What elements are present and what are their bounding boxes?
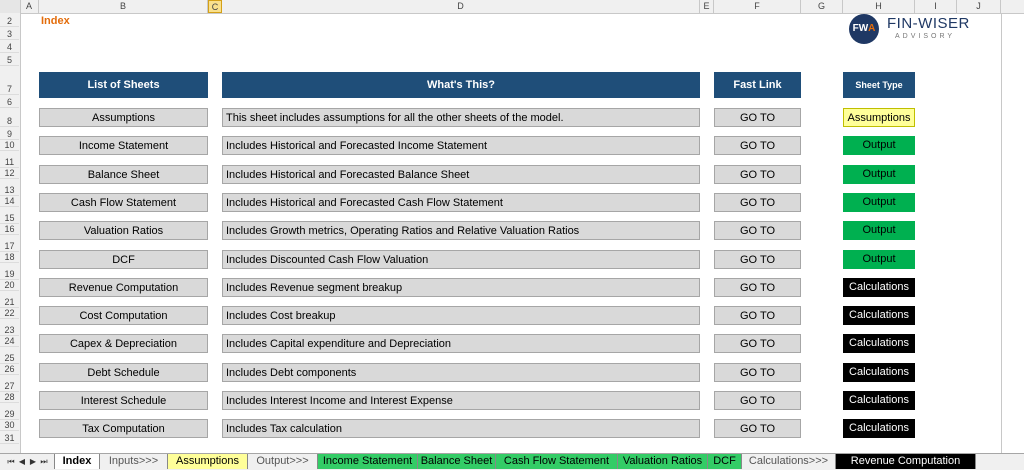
sheet-description-cell[interactable]: Includes Cost breakup bbox=[222, 306, 700, 325]
first-sheet-icon[interactable]: ⏮ bbox=[7, 457, 15, 466]
sheet-tab-inputs[interactable]: Inputs>>> bbox=[100, 454, 168, 469]
sheet-description-cell[interactable]: Includes Debt components bbox=[222, 363, 700, 382]
sheet-type-badge[interactable]: Assumptions bbox=[843, 108, 915, 127]
sheet-name-cell[interactable]: Balance Sheet bbox=[39, 165, 208, 184]
last-sheet-icon[interactable]: ⏭ bbox=[40, 457, 48, 466]
go-to-link[interactable]: GO TO bbox=[714, 363, 801, 382]
column-header-c[interactable]: C bbox=[208, 0, 222, 13]
row-header-31[interactable]: 31 bbox=[0, 433, 19, 444]
row-header-20[interactable]: 20 bbox=[0, 280, 19, 291]
column-header-i[interactable]: I bbox=[915, 0, 957, 13]
sheet-name-cell[interactable]: Valuation Ratios bbox=[39, 221, 208, 240]
row-header-5[interactable]: 5 bbox=[0, 55, 19, 66]
sheet-name-cell[interactable]: Debt Schedule bbox=[39, 363, 208, 382]
row-header-21[interactable]: 21 bbox=[0, 297, 19, 308]
header-whats-this: What's This? bbox=[222, 72, 700, 98]
go-to-link[interactable]: GO TO bbox=[714, 136, 801, 155]
sheet-description-cell[interactable]: Includes Growth metrics, Operating Ratios and Relative Valuation Ratios bbox=[222, 221, 700, 240]
sheet-name-cell[interactable]: DCF bbox=[39, 250, 208, 269]
column-header-h[interactable]: H bbox=[843, 0, 915, 13]
sheet-type-badge[interactable]: Calculations bbox=[843, 334, 915, 353]
page-title: Index bbox=[41, 15, 70, 27]
header-sheet-type: Sheet Type bbox=[843, 72, 915, 98]
header-list-of-sheets: List of Sheets bbox=[39, 72, 208, 98]
sheet-tab-revenue-computation[interactable]: Revenue Computation bbox=[836, 454, 976, 469]
row-header-24[interactable]: 24 bbox=[0, 336, 19, 347]
sheet-type-badge[interactable]: Calculations bbox=[843, 306, 915, 325]
column-header-b[interactable]: B bbox=[39, 0, 208, 13]
column-header-e[interactable]: E bbox=[700, 0, 714, 13]
go-to-link[interactable]: GO TO bbox=[714, 306, 801, 325]
sheet-name-cell[interactable]: Income Statement bbox=[39, 136, 208, 155]
sheet-name-cell[interactable]: Revenue Computation bbox=[39, 278, 208, 297]
row-header-29[interactable]: 29 bbox=[0, 409, 19, 420]
select-all-corner[interactable] bbox=[0, 0, 21, 13]
go-to-link[interactable]: GO TO bbox=[714, 278, 801, 297]
sheet-type-badge[interactable]: Calculations bbox=[843, 391, 915, 410]
sheet-type-badge[interactable]: Output bbox=[843, 250, 915, 269]
sheet-description-cell[interactable]: Includes Historical and Forecasted Cash Flow Statement bbox=[222, 193, 700, 212]
sheet-name-cell[interactable]: Interest Schedule bbox=[39, 391, 208, 410]
sheet-description-cell[interactable]: Includes Historical and Forecasted Income Statement bbox=[222, 136, 700, 155]
sheet-tab-dcf[interactable]: DCF bbox=[708, 454, 742, 469]
row-header-25[interactable]: 25 bbox=[0, 353, 19, 364]
brand-logo bbox=[849, 14, 989, 46]
row-header-8[interactable]: 8 bbox=[0, 116, 19, 127]
row-header-27[interactable]: 27 bbox=[0, 381, 19, 392]
go-to-link[interactable]: GO TO bbox=[714, 193, 801, 212]
sheet-type-badge[interactable]: Calculations bbox=[843, 278, 915, 297]
prev-sheet-icon[interactable]: ◀ bbox=[18, 457, 26, 466]
next-sheet-icon[interactable]: ▶ bbox=[29, 457, 37, 466]
row-header-11[interactable]: 11 bbox=[0, 157, 19, 168]
sheet-type-badge[interactable]: Calculations bbox=[843, 363, 915, 382]
sheet-tab-assumptions[interactable]: Assumptions bbox=[168, 454, 248, 469]
row-header-14[interactable]: 14 bbox=[0, 196, 19, 207]
row-header-28[interactable]: 28 bbox=[0, 392, 19, 403]
logo-subtitle: ADVISORY bbox=[895, 33, 956, 40]
sheet-name-cell[interactable]: Capex & Depreciation bbox=[39, 334, 208, 353]
sheet-type-badge[interactable]: Output bbox=[843, 165, 915, 184]
go-to-link[interactable]: GO TO bbox=[714, 165, 801, 184]
sheet-description-cell[interactable]: Includes Historical and Forecasted Balance Sheet bbox=[222, 165, 700, 184]
row-header-bar bbox=[0, 13, 21, 453]
row-header-22[interactable]: 22 bbox=[0, 308, 19, 319]
sheet-type-badge[interactable]: Output bbox=[843, 136, 915, 155]
sheet-name-cell[interactable]: Cost Computation bbox=[39, 306, 208, 325]
sheet-tab-output[interactable]: Output>>> bbox=[248, 454, 318, 469]
row-header-23[interactable]: 23 bbox=[0, 325, 19, 336]
column-header-bar bbox=[0, 0, 1024, 14]
sheet-type-badge[interactable]: Calculations bbox=[843, 419, 915, 438]
go-to-link[interactable]: GO TO bbox=[714, 108, 801, 127]
row-header-18[interactable]: 18 bbox=[0, 252, 19, 263]
row-header-6[interactable]: 6 bbox=[0, 97, 19, 108]
logo-mark-icon: FWA bbox=[849, 14, 879, 44]
row-header-12[interactable]: 12 bbox=[0, 168, 19, 179]
sheet-description-cell[interactable]: Includes Revenue segment breakup bbox=[222, 278, 700, 297]
row-header-2[interactable]: 2 bbox=[0, 16, 19, 27]
sheet-tab-income-statement[interactable]: Income Statement bbox=[318, 454, 418, 469]
sheet-type-badge[interactable]: Output bbox=[843, 221, 915, 240]
column-header-j[interactable]: J bbox=[957, 0, 1001, 13]
sheet-tab-bar bbox=[0, 453, 1024, 470]
sheet-tab-valuation-ratios[interactable]: Valuation Ratios bbox=[618, 454, 708, 469]
row-header-30[interactable]: 30 bbox=[0, 420, 19, 431]
header-fast-link: Fast Link bbox=[714, 72, 801, 98]
go-to-link[interactable]: GO TO bbox=[714, 419, 801, 438]
row-header-17[interactable]: 17 bbox=[0, 241, 19, 252]
column-header-f[interactable]: F bbox=[714, 0, 801, 13]
row-header-16[interactable]: 16 bbox=[0, 224, 19, 235]
row-header-19[interactable]: 19 bbox=[0, 269, 19, 280]
sheet-description-cell[interactable]: Includes Interest Income and Interest Expense bbox=[222, 391, 700, 410]
go-to-link[interactable]: GO TO bbox=[714, 391, 801, 410]
row-header-13[interactable]: 13 bbox=[0, 185, 19, 196]
sheet-description-cell[interactable]: Includes Discounted Cash Flow Valuation bbox=[222, 250, 700, 269]
column-header-d[interactable]: D bbox=[222, 0, 700, 13]
sheet-description-cell[interactable]: This sheet includes assumptions for all the other sheets of the model. bbox=[222, 108, 700, 127]
row-header-10[interactable]: 10 bbox=[0, 140, 19, 151]
go-to-link[interactable]: GO TO bbox=[714, 221, 801, 240]
sheet-description-cell[interactable]: Includes Tax calculation bbox=[222, 419, 700, 438]
row-header-7[interactable]: 7 bbox=[0, 84, 19, 95]
column-header-g[interactable]: G bbox=[801, 0, 843, 13]
sheet-tab-calculations[interactable]: Calculations>>> bbox=[742, 454, 836, 469]
row-header-3[interactable]: 3 bbox=[0, 29, 19, 40]
row-header-26[interactable]: 26 bbox=[0, 364, 19, 375]
row-header-4[interactable]: 4 bbox=[0, 42, 19, 53]
sheet-tab-balance-sheet[interactable]: Balance Sheet bbox=[418, 454, 496, 469]
go-to-link[interactable]: GO TO bbox=[714, 250, 801, 269]
column-header-a[interactable]: A bbox=[20, 0, 39, 13]
sheet-description-cell[interactable]: Includes Capital expenditure and Depreciation bbox=[222, 334, 700, 353]
row-header-15[interactable]: 15 bbox=[0, 213, 19, 224]
go-to-link[interactable]: GO TO bbox=[714, 334, 801, 353]
row-header-9[interactable]: 9 bbox=[0, 129, 19, 140]
sheet-name-cell[interactable]: Tax Computation bbox=[39, 419, 208, 438]
sheet-type-badge[interactable]: Output bbox=[843, 193, 915, 212]
sheet-tab-cash-flow-statement[interactable]: Cash Flow Statement bbox=[496, 454, 618, 469]
sheet-name-cell[interactable]: Assumptions bbox=[39, 108, 208, 127]
sheet-name-cell[interactable]: Cash Flow Statement bbox=[39, 193, 208, 212]
logo-name: FIN-WISER bbox=[887, 15, 970, 32]
sheet-tab-index[interactable]: Index bbox=[54, 454, 100, 469]
grid-edge bbox=[1001, 14, 1002, 453]
